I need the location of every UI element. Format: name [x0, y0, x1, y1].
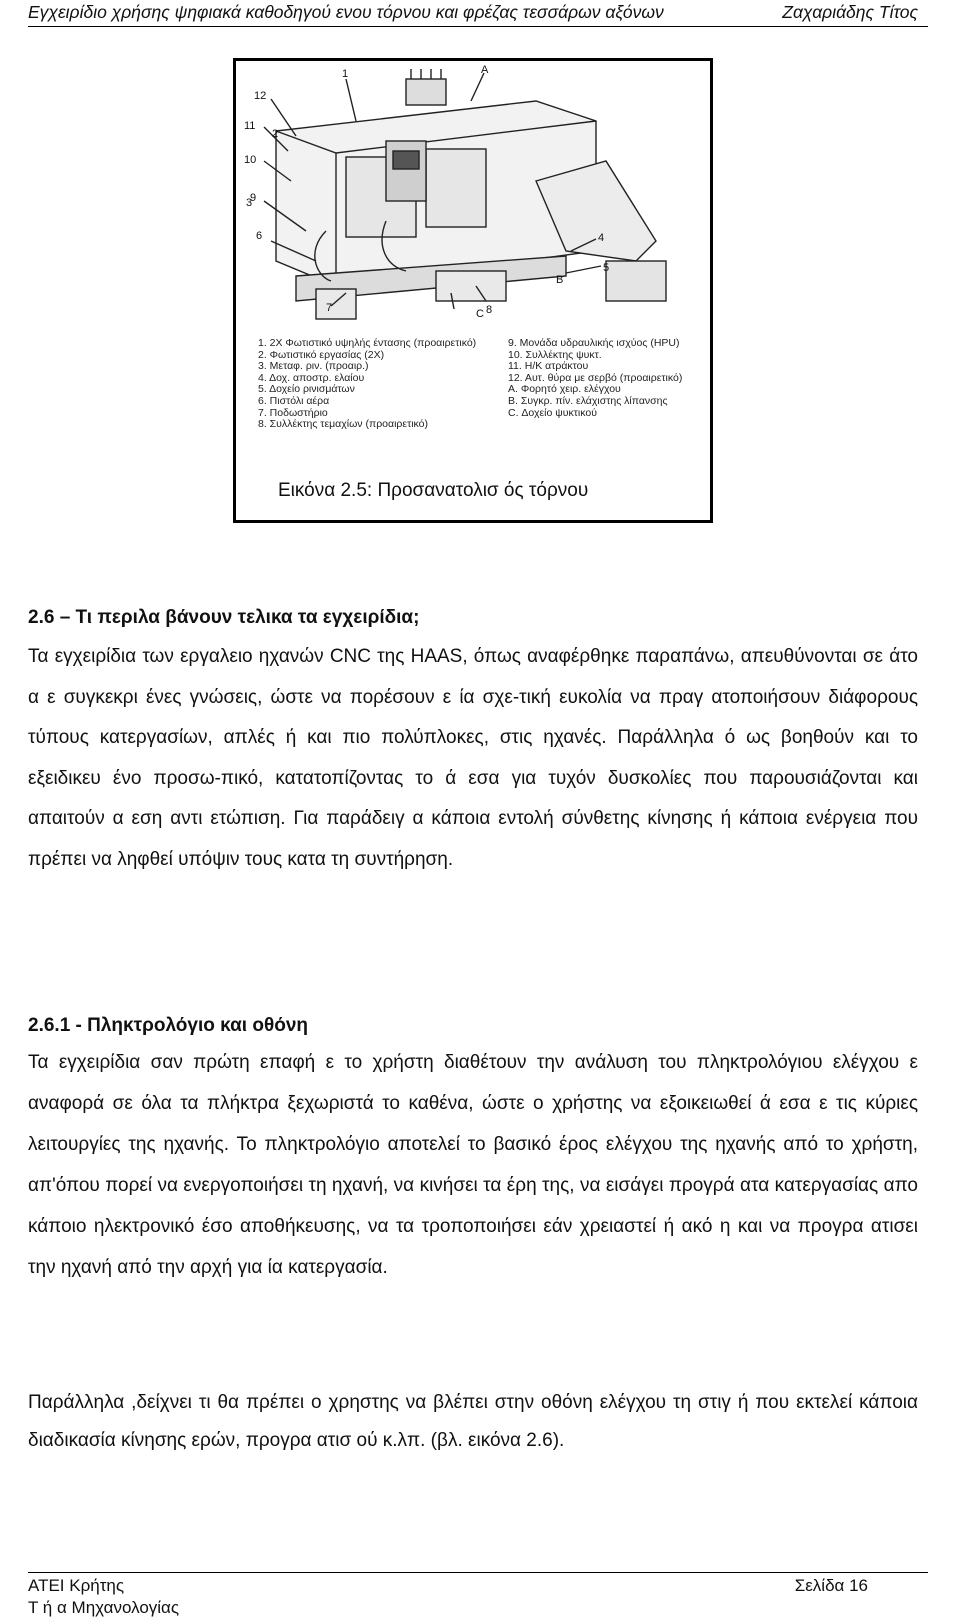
callout-2: 2 [272, 128, 279, 140]
callout-4: 4 [598, 232, 605, 244]
header-title: Εγχειρίδιο χρήσης ψηφιακά καθοδηγού ενου τόρνου και φρέζας τεσσάρων αξόνων [28, 2, 664, 22]
callout-6: 6 [256, 230, 263, 242]
callout-8: 8 [486, 304, 493, 316]
legend-item: 4. Δοχ. αποστρ. ελαίου [258, 371, 365, 384]
header-rule [28, 26, 928, 27]
lathe-diagram [236, 61, 710, 361]
section-2-6-1-paragraph-2: Παράλληλα ,δείχνει τι θα πρέπει ο χρηστης να βλέπει στην οθόνη ελέγχου τη στιγ ή που εκτελεί κάποια διαδικασία κίνησης ερών, προγρα ατισ ού κ.λπ. (βλ. εικόνα 2.6). [28, 1392, 918, 1451]
header-author: Ζαχαριάδης Τίτος [782, 2, 918, 22]
section-heading-2-6-1: 2.6.1 - Πληκτρολόγιο και οθόνη [28, 1015, 308, 1036]
callout-a: A [481, 64, 489, 76]
legend-right [508, 338, 682, 419]
callout-12: 12 [254, 90, 267, 102]
section-heading-2-6: 2.6 – Τι περιλα βάνουν τελικα τα εγχειρίδια; [28, 607, 420, 628]
callout-10: 10 [244, 154, 257, 166]
callout-c: C [476, 308, 484, 320]
legend-item: 7. Ποδωστήριο [258, 406, 328, 419]
legend-item: 12. Αυτ. θύρα με σερβό (προαιρετικό) [508, 371, 683, 384]
footer-rule [28, 1572, 928, 1573]
figure-caption: Εικόνα 2.5: Προσανατολισ ός τόρνου [278, 480, 589, 501]
section-2-6-1-paragraph-1: Τα εγχειρίδια σαν πρώτη επαφή ε το χρήστη διαθέτουν την ανάλυση του πληκτρολόγιου ελέγχου ε αναφορά σε όλα τα πλήκτρα ξεχωριστά το καθένα, ώστε ο χρήστης να εξοικειωθεί ά εσα ε τις κύριες λειτουργίες της ηχανής. Το πληκτρολόγιο αποτελεί το βασικό έρος ελέγχου της ηχανής από το χρήστη, απ'όπου πορεί να ενεργοποιήσει τη ηχανή, να κινήσει τα έρη της, να εισάγει προγρά ατα κατεργασίας απο κάποιο ηλεκτρονικό έσο αποθήκευσης, να τα τροποποιήσει εάν χρειαστεί ή ακό η και να προγρα ατισει την ηχανή από την αρχή για ία κατεργασία. [28, 1052, 918, 1278]
callout-11: 11 [244, 120, 256, 132]
legend-item: B. Συγκρ. πίν. ελάχιστης λίπανσης [508, 394, 668, 407]
callout-1: 1 [342, 68, 349, 80]
legend-item: 3. Μεταφ. ριν. (προαιρ.) [258, 360, 369, 373]
footer-page-number: Σελίδα 16 [794, 1576, 868, 1595]
legend-item: 11. Η/Κ ατράκτου [508, 360, 589, 373]
legend-item: 9. Μονάδα υδραυλικής ισχύος (HPU) [508, 337, 680, 349]
callout-3: 3 [246, 197, 253, 209]
callout-5: 5 [603, 262, 610, 274]
figure-frame [233, 58, 713, 523]
footer-institution: ΑΤΕΙ Κρήτης [28, 1576, 125, 1595]
callout-b: B [556, 274, 564, 286]
section-2-6-paragraph: Τα εγχειρίδια των εργαλειο ηχανών CNC της HAAS, όπως αναφέρθηκε παραπάνω, απευθύνονται σε άτο α ε συγκεκρι ένες γνώσεις, ώστε να πορέσουν ε ία σχε-τική ευκολία να πραγ ατοποιήσουν διάφορους τύπους κατεργασίων, απλές ή και πιο πολύπλοκες, στις ηχανές. Παράλληλα ό ως βοηθούν και το εξειδικευ ένο προσω-πικό, κατατοπίζοντας το ά εσα για τυχόν δυσκολίες που παρουσιάζονται και απαιτούν α εση αντι ετώπιση. Για παράδειγ α κάποια εντολή σύνθετης κίνησης ή κάποια ενέργεια που πρέπει να ληφθεί υπόψιν τους κατα τη συντήρηση. [28, 646, 918, 870]
legend-item: 10. Συλλέκτης ψυκτ. [508, 348, 602, 361]
legend-item: 5. Δοχείο ρινισμάτων [258, 383, 355, 396]
legend-left [258, 338, 476, 431]
legend-item: A. Φορητό χειρ. ελέγχου [508, 383, 621, 396]
legend-item: 1. 2X Φωτιστικό υψηλής έντασης (προαιρετικό) [258, 337, 477, 349]
legend-item: 2. Φωτιστικό εργασίας (2X) [258, 348, 385, 361]
callout-7: 7 [326, 302, 333, 314]
legend-item: C. Δοχείο ψυκτικού [508, 406, 597, 419]
legend-item: 6. Πιστόλι αέρα [258, 394, 330, 407]
callout-9: 9 [250, 192, 257, 204]
footer-department: Τ ή α Μηχανολογίας [28, 1598, 180, 1617]
legend-item: 8. Συλλέκτης τεμαχίων (προαιρετικό) [258, 418, 429, 431]
